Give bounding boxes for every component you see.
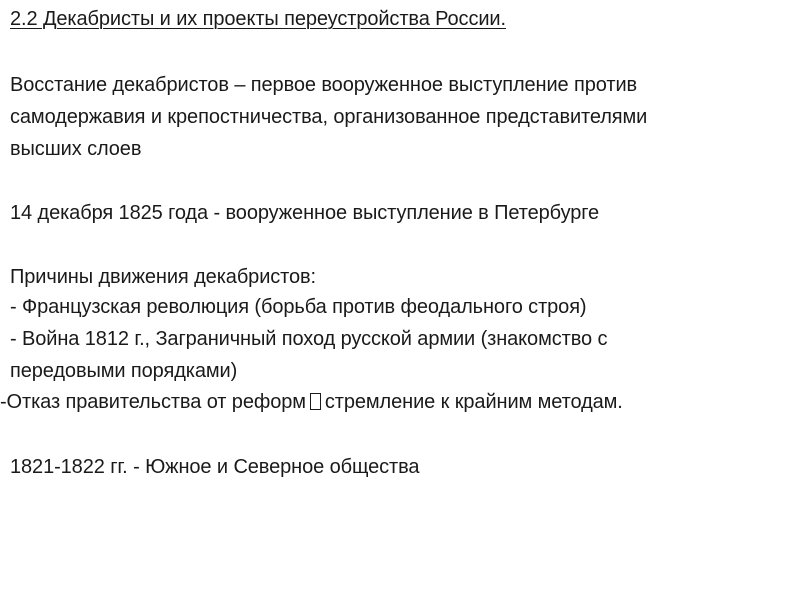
cause-item-3-text-before: -Отказ правительства от реформ xyxy=(0,391,306,413)
cause-item-3 xyxy=(0,390,623,415)
cause-item-2-line-1: - Война 1812 г., Заграничный поход русской армии (знакомство с xyxy=(10,328,608,350)
definition-line-2: самодержавия и крепостничества, организованное представителями xyxy=(10,106,648,128)
societies-line: 1821-1822 гг. - Южное и Северное общества xyxy=(10,456,420,478)
causes-heading: Причины движения декабристов: xyxy=(10,266,317,288)
cause-item-1: - Французская революция (борьба против феодального строя) xyxy=(10,296,587,318)
cause-item-2-line-2: передовыми порядками) xyxy=(10,360,238,382)
missing-arrow-glyph-icon xyxy=(310,393,321,410)
definition-line-3: высших слоев xyxy=(10,138,142,160)
definition-line-1: Восстание декабристов – первое вооруженное выступление против xyxy=(10,74,638,96)
cause-item-3-text-after: стремление к крайним методам. xyxy=(324,391,623,413)
slide-title: 2.2 Декабристы и их проекты переустройства России. xyxy=(10,8,506,30)
date-line: 14 декабря 1825 года - вооруженное выступление в Петербурге xyxy=(10,202,600,224)
